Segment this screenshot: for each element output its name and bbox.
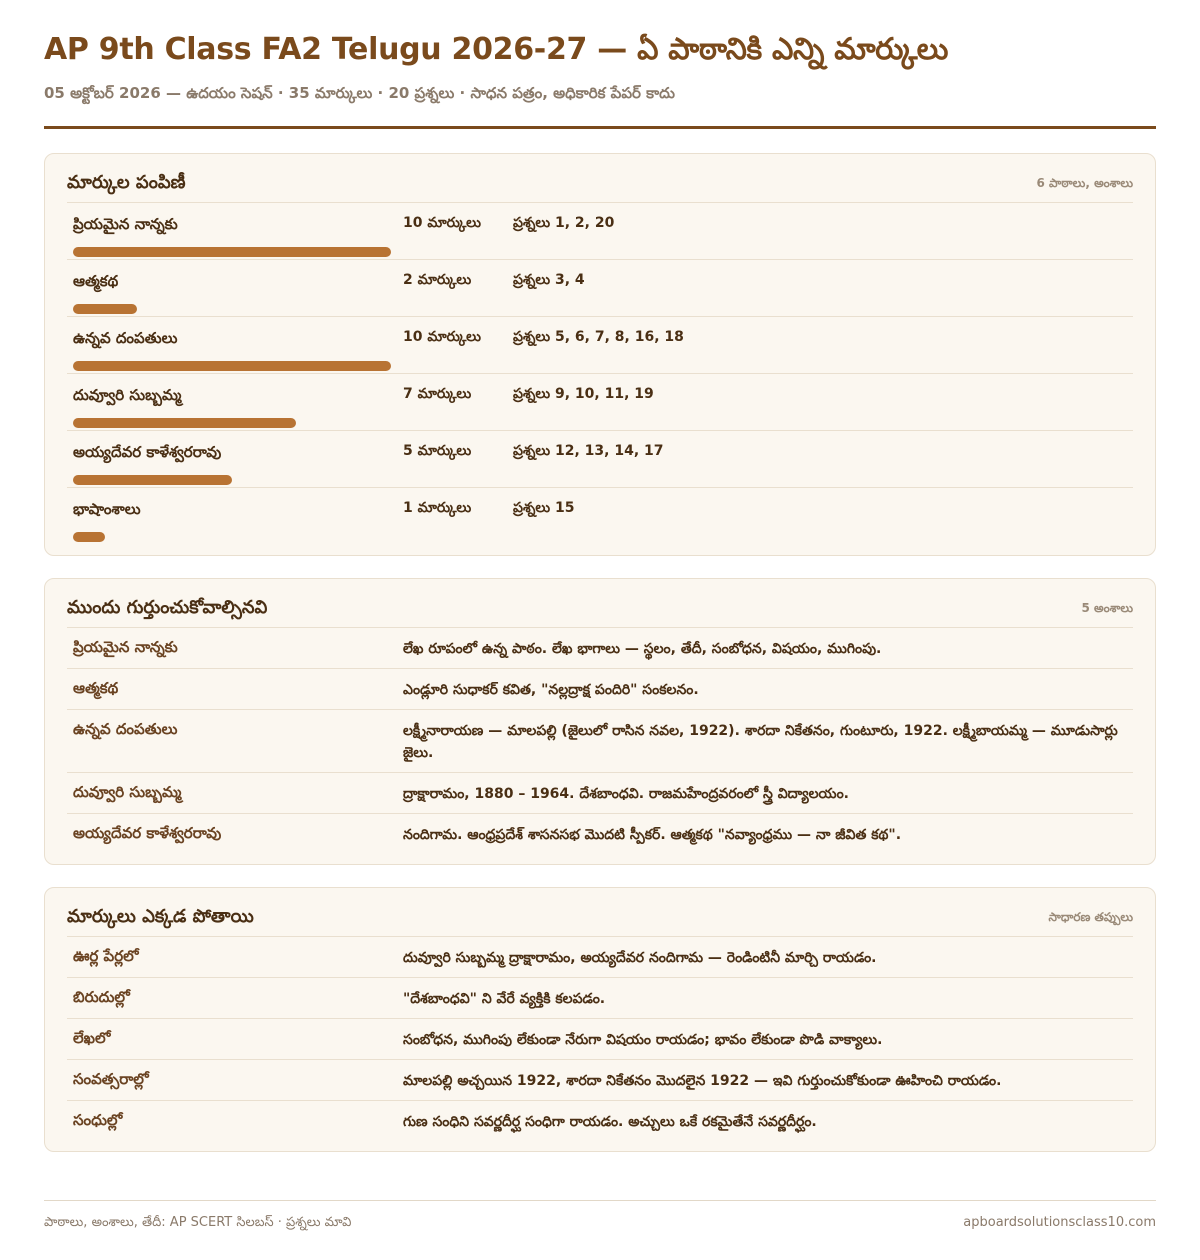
footer-source: పాఠాలు, అంశాలు, తేదీ: AP SCERT సిలబస్ · ప్రశ్నలు మావి xyxy=(44,1215,352,1230)
card-header xyxy=(67,900,1133,937)
row-value: గుణ సంధిని సవర్ణదీర్ఘ సంధిగా రాయడం. అచ్చులు ఒకే రకమైతేనే సవర్ణదీర్ఘం. xyxy=(403,1114,817,1130)
card-title: మార్కుల పంపిణీ xyxy=(67,171,186,193)
row-value: ఎండ్లూరి సుధాకర్ కవిత, "నల్లద్రాక్ష పందిరి" సంకలనం. xyxy=(403,682,699,698)
marks-bar xyxy=(73,475,232,485)
lesson-name: ఉన్నవ దంపతులు xyxy=(73,329,178,347)
row-key: ఊర్ల పేర్లలో xyxy=(73,947,139,965)
card-meta: 6 పాఠాలు, అంశాలు xyxy=(1036,175,1133,190)
remember-row xyxy=(67,773,1133,814)
remember-row xyxy=(67,669,1133,710)
row-value: నందిగామ. ఆంధ్రప్రదేశ్ శాసనసభ మొదటి స్పీకర్. ఆత్మకథ "నవ్యాంధ్రము — నా జీవిత కథ". xyxy=(403,827,902,843)
remember-row xyxy=(67,628,1133,669)
page-footer xyxy=(44,1200,1156,1233)
questions-label: ప్రశ్నలు 1, 2, 20 xyxy=(513,215,615,231)
questions-label: ప్రశ్నలు 5, 6, 7, 8, 16, 18 xyxy=(513,329,684,345)
footer-site-link[interactable]: apboardsolutionsclass10.com xyxy=(963,1215,1156,1230)
row-key: ఆత్మకథ xyxy=(73,679,119,697)
distribution-list xyxy=(67,203,1133,545)
remember-row xyxy=(67,814,1133,854)
row-key: లేఖలో xyxy=(73,1029,111,1047)
lesson-name: ఆత్మకథ xyxy=(73,272,119,290)
distribution-row xyxy=(67,374,1133,431)
marks-label: 10 మార్కులు xyxy=(403,215,481,231)
questions-label: ప్రశ్నలు 15 xyxy=(513,500,575,516)
lesson-name: ప్రియమైన నాన్నకు xyxy=(73,215,178,233)
mistake-row xyxy=(67,978,1133,1019)
remember-row xyxy=(67,710,1133,773)
distribution-row xyxy=(67,488,1133,545)
mistake-row xyxy=(67,937,1133,978)
lesson-name: అయ్యదేవర కాళేశ్వరరావు xyxy=(73,443,222,461)
distribution-row xyxy=(67,317,1133,374)
mistake-row xyxy=(67,1060,1133,1101)
lesson-name: దువ్వూరి సుబ్బమ్మ xyxy=(73,386,182,404)
common-mistakes-card xyxy=(44,887,1156,1152)
row-key: బిరుదుల్లో xyxy=(73,988,130,1006)
distribution-row xyxy=(67,431,1133,488)
distribution-row xyxy=(67,260,1133,317)
distribution-row xyxy=(67,203,1133,260)
row-key: అయ్యదేవర కాళేశ్వరరావు xyxy=(73,824,222,842)
page-subtitle: 05 అక్టోబర్ 2026 — ఉదయం సెషన్ · 35 మార్కులు · 20 ప్రశ్నలు · సాధన పత్రం, అధికారిక పేపర్ కాదు xyxy=(44,84,675,102)
marks-bar xyxy=(73,247,391,257)
marks-label: 10 మార్కులు xyxy=(403,329,481,345)
marks-bar xyxy=(73,304,137,314)
row-value: "దేశబాంధవి" ని వేరే వ్యక్తికి కలపడం. xyxy=(403,991,606,1007)
row-value: దువ్వూరి సుబ్బమ్మ ద్రాక్షారామం, అయ్యదేవర నందిగామ — రెండింటినీ మార్చి రాయడం. xyxy=(403,950,877,966)
questions-label: ప్రశ్నలు 3, 4 xyxy=(513,272,585,288)
questions-label: ప్రశ్నలు 12, 13, 14, 17 xyxy=(513,443,664,459)
row-value: లక్ష్మీనారాయణ — మాలపల్లి (జైలులో రాసిన నవల, 1922). శారదా నికేతనం, గుంటూరు, 1922. లక్ష్మీబాయమ్మ — మూడుసార్లు జైలు. xyxy=(403,723,1118,761)
row-key: దువ్వూరి సుబ్బమ్మ xyxy=(73,783,182,801)
row-key: సంధుల్లో xyxy=(73,1111,123,1129)
mistake-row xyxy=(67,1101,1133,1141)
marks-label: 7 మార్కులు xyxy=(403,386,472,402)
row-key: సంవత్సరాల్లో xyxy=(73,1070,149,1088)
marks-label: 2 మార్కులు xyxy=(403,272,472,288)
card-meta: 5 అంశాలు xyxy=(1081,600,1133,615)
marks-bar xyxy=(73,361,391,371)
card-meta: సాధారణ తప్పులు xyxy=(1048,909,1133,924)
row-value: సంబోధన, ముగింపు లేకుండా నేరుగా విషయం రాయడం; భావం లేకుండా పొడి వాక్యాలు. xyxy=(403,1032,883,1048)
card-header xyxy=(67,591,1133,628)
remember-card xyxy=(44,578,1156,865)
row-key: ఉన్నవ దంపతులు xyxy=(73,720,178,738)
page-title: AP 9th Class FA2 Telugu 2026-27 — ఏ పాఠానికి ఎన్ని మార్కులు xyxy=(44,32,949,67)
mistake-row xyxy=(67,1019,1133,1060)
header-divider xyxy=(44,126,1156,129)
marks-label: 1 మార్కులు xyxy=(403,500,472,516)
card-header xyxy=(67,166,1133,203)
marks-label: 5 మార్కులు xyxy=(403,443,472,459)
marks-bar xyxy=(73,418,296,428)
marks-distribution-card xyxy=(44,153,1156,556)
row-value: ద్రాక్షారామం, 1880 – 1964. దేశబాంధవి. రాజమహేంద్రవరంలో స్త్రీ విద్యాలయం. xyxy=(403,786,849,802)
lesson-name: భాషాంశాలు xyxy=(73,500,141,518)
card-title: ముందు గుర్తుంచుకోవాల్సినవి xyxy=(67,596,268,618)
card-title: మార్కులు ఎక్కడ పోతాయి xyxy=(67,905,254,927)
marks-bar xyxy=(73,532,105,542)
row-value: మాలపల్లి అచ్చయిన 1922, శారదా నికేతనం మొదలైన 1922 — ఇవి గుర్తుంచుకోకుండా ఊహించి రాయడం. xyxy=(403,1073,1002,1089)
questions-label: ప్రశ్నలు 9, 10, 11, 19 xyxy=(513,386,654,402)
row-key: ప్రియమైన నాన్నకు xyxy=(73,638,178,656)
row-value: లేఖ రూపంలో ఉన్న పాఠం. లేఖ భాగాలు — స్థలం, తేదీ, సంబోధన, విషయం, ముగింపు. xyxy=(403,641,882,657)
